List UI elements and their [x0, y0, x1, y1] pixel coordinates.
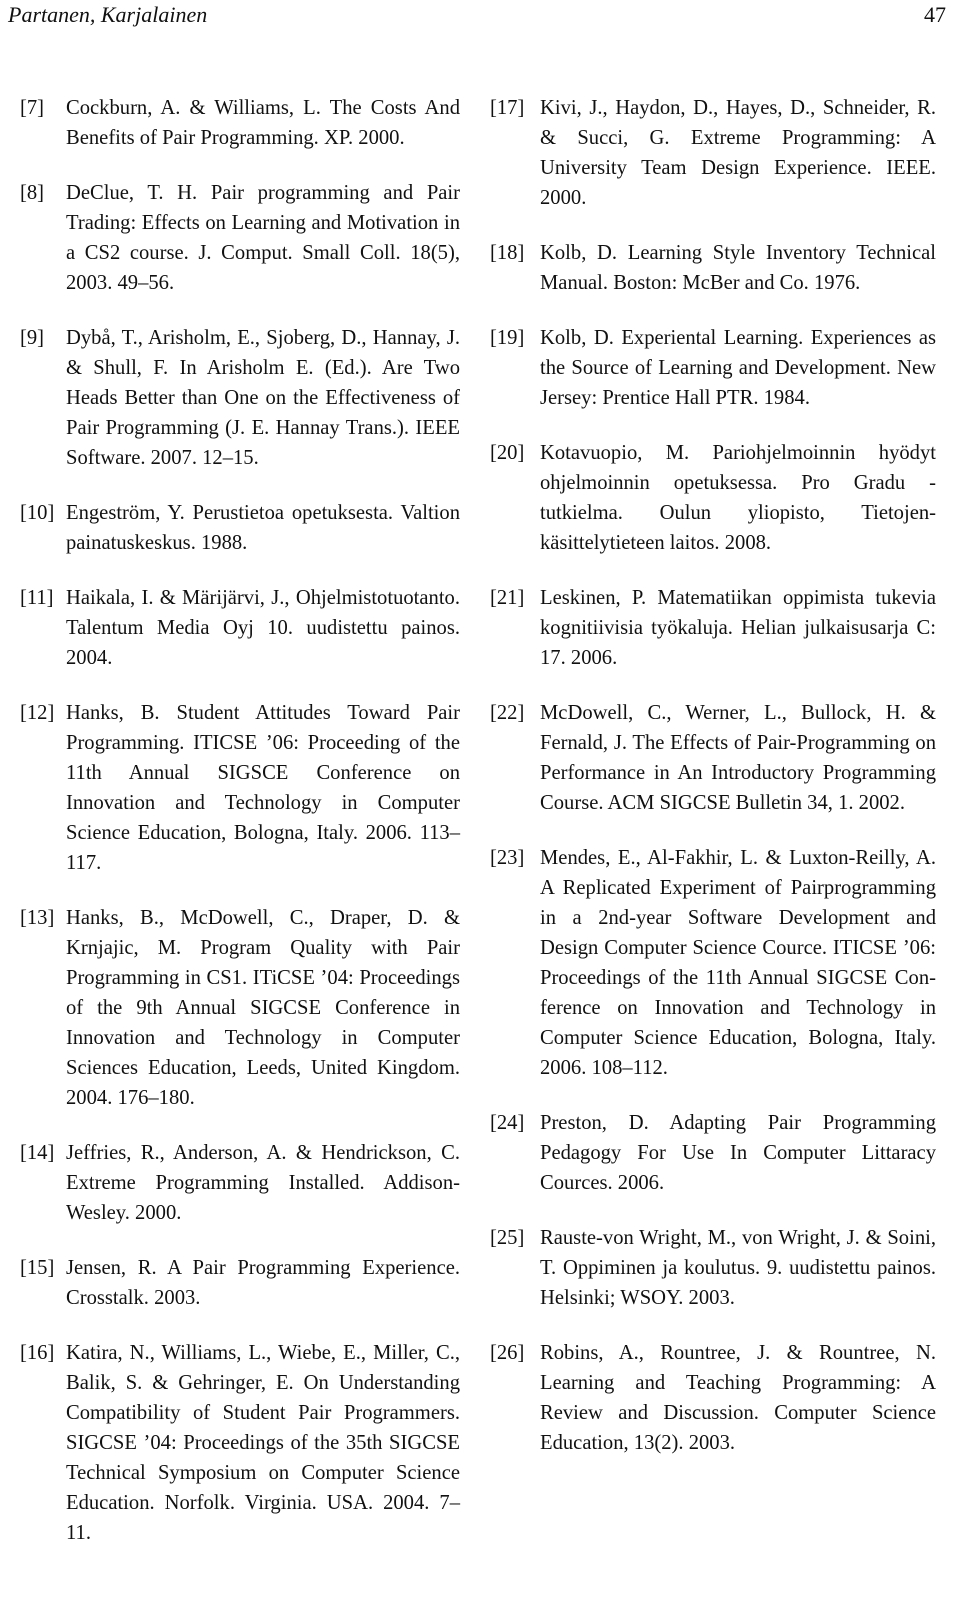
- reference-text: Dybå, T., Arisholm, E., Sjoberg, D., Hannay, J. & Shull, F. In Arisholm E. (Ed.). Are Two Heads Better than One on the Effectiveness of Pair Programming (J. E. Hannay Trans.). IEEE Software. 2007. 12–15.: [66, 327, 460, 469]
- references-right-column: [490, 93, 936, 1483]
- reference-number: [14]: [20, 1142, 55, 1164]
- reference-text: Leskinen, P. Matematiikan oppimista tukevia kognitiivisia työkaluja. Helian julkaisusarja C: 17. 2006.: [540, 587, 936, 669]
- reference-number: [15]: [20, 1257, 55, 1279]
- header-authors: Partanen, Karjalainen: [8, 2, 208, 27]
- reference-item: [20, 178, 460, 298]
- references-left-column: [20, 93, 460, 1573]
- reference-item: [490, 1223, 936, 1313]
- reference-text: Cockburn, A. & Williams, L. The Costs And Benefits of Pair Programming. XP. 2000.: [66, 97, 460, 149]
- reference-number: [18]: [490, 242, 525, 264]
- reference-item: [20, 498, 460, 558]
- reference-number: [8]: [20, 182, 45, 204]
- reference-item: [490, 583, 936, 673]
- reference-number: [25]: [490, 1227, 525, 1249]
- reference-item: [490, 438, 936, 558]
- reference-text: Kotavuopio, M. Pariohjelmoinnin hyödyt ohjelmoinnin opetuksessa. Pro Gradu -tutkielma. Oulun yliopisto, Tietojenkäsittelytieteen laitos. 2008.: [540, 442, 936, 554]
- reference-item: [20, 93, 460, 153]
- reference-text: Jensen, R. A Pair Programming Experience. Crosstalk. 2003.: [66, 1257, 460, 1309]
- reference-text: Jeffries, R., Anderson, A. & Hendrickson, C. Extreme Programming Installed. Addison-Wesley. 2000.: [66, 1142, 460, 1224]
- running-header: [0, 0, 960, 30]
- reference-number: [11]: [20, 587, 54, 609]
- reference-text: Haikala, I. & Märijärvi, J., Ohjelmistotuotanto. Talentum Media Oyj 10. uudistettu painos. 2004.: [66, 587, 460, 669]
- reference-item: [20, 1338, 460, 1548]
- reference-number: [12]: [20, 702, 55, 724]
- reference-number: [26]: [490, 1342, 525, 1364]
- reference-item: [20, 1253, 460, 1313]
- reference-item: [490, 1108, 936, 1198]
- reference-number: [19]: [490, 327, 525, 349]
- reference-item: [490, 93, 936, 213]
- reference-item: [490, 843, 936, 1083]
- reference-number: [21]: [490, 587, 525, 609]
- reference-number: [20]: [490, 442, 525, 464]
- reference-number: [9]: [20, 327, 45, 349]
- reference-item: [20, 323, 460, 473]
- reference-text: Hanks, B., McDowell, C., Draper, D. & Krnjajic, M. Program Quality with Pair Programming in CS1. ITiCSE ’04: Proceedings of the 9th Annual SIGCSE Conference in Innovation and Technology in Computer Sciences Education, Leeds, United Kingdom. 2004. 176–180.: [66, 907, 460, 1109]
- reference-item: [490, 698, 936, 818]
- reference-text: Preston, D. Adapting Pair Programming Pedagogy For Use In Computer Littaracy Cources. 2006.: [540, 1112, 936, 1194]
- reference-item: [20, 583, 460, 673]
- page-number: 47: [924, 2, 946, 27]
- reference-text: Kolb, D. Learning Style Inventory Technical Manual. Boston: McBer and Co. 1976.: [540, 242, 936, 294]
- reference-text: Robins, A., Rountree, J. & Rountree, N. Learning and Teaching Programming: A Review and Discussion. Computer Science Education, 13(2). 2003.: [540, 1342, 936, 1454]
- reference-number: [24]: [490, 1112, 525, 1134]
- reference-number: [16]: [20, 1342, 55, 1364]
- reference-number: [10]: [20, 502, 55, 524]
- reference-item: [20, 903, 460, 1113]
- reference-text: Kivi, J., Haydon, D., Hayes, D., Schneider, R. & Succi, G. Extreme Programming: A University Team Design Experience. IEEE. 2000.: [540, 97, 936, 209]
- reference-item: [20, 1138, 460, 1228]
- reference-number: [17]: [490, 97, 525, 119]
- reference-text: McDowell, C., Werner, L., Bullock, H. & Fernald, J. The Effects of Pair-Programming on Performance in An Introductory Programming Course. ACM SIGCSE Bulletin 34, 1. 2002.: [540, 702, 936, 814]
- reference-item: [490, 323, 936, 413]
- reference-text: Hanks, B. Student Attitudes Toward Pair Programming. ITICSE ’06: Proceeding of the 11th Annual SIGSCE Conference on Innovation and Technology in Computer Science Education, Bologna, Italy. 2006. 113–117.: [66, 702, 460, 874]
- reference-text: Kolb, D. Experiental Learning. Experiences as the Source of Learning and Development. New Jersey: Prentice Hall PTR. 1984.: [540, 327, 936, 409]
- reference-text: DeClue, T. H. Pair programming and Pair Trading: Effects on Learning and Motivation in a CS2 course. J. Comput. Small Coll. 18(5), 2003. 49–56.: [66, 182, 460, 294]
- reference-text: Rauste-von Wright, M., von Wright, J. & Soini, T. Oppiminen ja koulutus. 9. uudistettu painos. Helsinki; WSOY. 2003.: [540, 1227, 936, 1309]
- reference-number: [7]: [20, 97, 45, 119]
- reference-item: [20, 698, 460, 878]
- reference-item: [490, 238, 936, 298]
- reference-number: [22]: [490, 702, 525, 724]
- reference-number: [13]: [20, 907, 55, 929]
- reference-text: Engeström, Y. Perustietoa opetuksesta. Valtion painatuskeskus. 1988.: [66, 502, 460, 554]
- reference-text: Katira, N., Williams, L., Wiebe, E., Miller, C., Balik, S. & Gehringer, E. On Understanding Compatibility of Student Pair Programmers. SIGCSE ’04: Proceedings of the 35th SIGCSE Technical Symposium on Computer Science Education. Norfolk. Virginia. USA. 2004. 7–11.: [66, 1342, 460, 1544]
- reference-item: [490, 1338, 936, 1458]
- reference-number: [23]: [490, 847, 525, 869]
- reference-text: Mendes, E., Al-Fakhir, L. & Luxton-Reilly, A. A Replicated Experiment of Pairprogramming in a 2nd-year Software Development and Design Computer Science Cource. ITICSE ’06: Proceedings of the 11th Annual SIGCSE Conference on Innovation and Technology in Computer Science Education, Bologna, Italy. 2006. 108–112.: [540, 847, 936, 1079]
